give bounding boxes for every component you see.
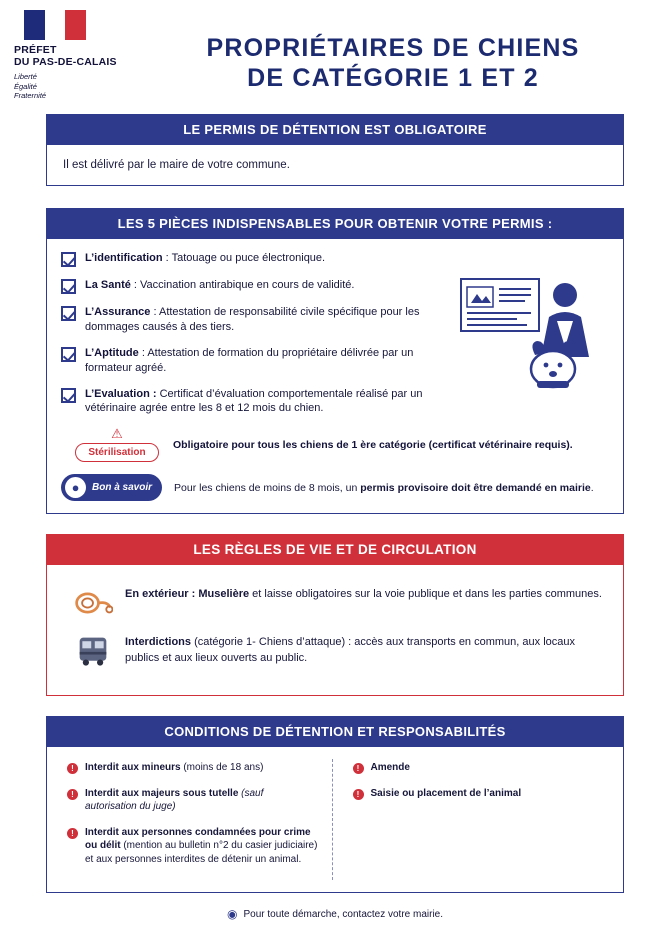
checkbox-icon (61, 388, 76, 403)
motto-fraternite: Fraternité (14, 90, 47, 100)
prefecture-logo (14, 10, 146, 100)
section-pieces-body (46, 239, 624, 514)
checklist-item (61, 251, 609, 267)
exclamation-icon: ! (67, 828, 78, 839)
page-title-line2: DE CATÉGORIE 1 ET 2 (247, 63, 539, 92)
condition-item (67, 826, 318, 867)
section-pieces-header: LES 5 PIÈCES INDISPENSABLES POUR OBTENIR VOTRE PERMIS : (46, 208, 624, 239)
condition-text (371, 787, 522, 801)
footer (0, 907, 670, 921)
section-regles-body (46, 565, 624, 696)
checkbox-icon (61, 252, 76, 267)
conditions-column-left (61, 759, 333, 880)
warning-icon: ⚠ (111, 426, 123, 442)
condition-bold: Amende (370, 762, 410, 774)
checklist-item-text (85, 346, 445, 376)
condition-item (67, 761, 318, 775)
checkbox-icon (61, 279, 76, 294)
location-pin-icon: ● (65, 477, 86, 498)
page-header (0, 0, 670, 100)
logo-title-line2: DU PAS-DE-CALAIS (14, 56, 117, 69)
checklist-item-label: L’Aptitude (85, 346, 139, 359)
checklist-item-label: L’identification (85, 252, 163, 265)
condition-text (85, 826, 318, 867)
checklist-item-detail: : Tatouage ou puce électronique. (162, 252, 326, 265)
exclamation-icon: ! (67, 789, 78, 800)
pieces-checklist (61, 251, 609, 501)
french-flag-icon (24, 10, 86, 40)
section-conditions-header: CONDITIONS DE DÉTENTION ET RESPONSABILITÉS (46, 716, 624, 747)
condition-text (85, 761, 263, 775)
section-pieces (46, 208, 624, 514)
condition-text (371, 761, 410, 775)
republic-motto (14, 72, 146, 100)
bon-a-savoir-label: Bon à savoir (92, 482, 153, 494)
section-regles (46, 534, 624, 696)
checkbox-icon (61, 306, 76, 321)
sterilisation-pill-label: Stérilisation (75, 443, 158, 462)
sterilisation-row (61, 427, 609, 462)
condition-item (353, 761, 604, 775)
condition-item (353, 787, 604, 801)
logo-title-line1: PRÉFET (14, 44, 57, 56)
checklist-item-detail: : Attestation de formation du propriétaire délivrée par un formateur agréé. (85, 346, 414, 374)
rule-label: En extérieur : (125, 588, 196, 601)
page-title-line1: PROPRIÉTAIRES DE CHIENS (206, 34, 580, 62)
condition-normal: (mention au bulletin n°2 du casier judiciaire) et aux personnes interdites de détenir un animal. (85, 840, 318, 865)
section-permis-text: Il est délivré par le maire de votre commune. (63, 159, 290, 172)
condition-normal: (moins de 18 ans) (180, 762, 264, 774)
exclamation-icon: ! (353, 789, 364, 800)
condition-bold: Interdit aux mineurs (85, 762, 181, 774)
sterilisation-badge (61, 427, 173, 462)
rule-detail: et laisse obligatoires sur la voie publique et dans les parties communes. (249, 588, 602, 601)
footer-text: Pour toute démarche, contactez votre mairie. (243, 908, 444, 920)
checklist-item-text (85, 305, 445, 335)
motto-egalite: Égalité (14, 81, 37, 91)
section-regles-header: LES RÈGLES DE VIE ET DE CIRCULATION (46, 534, 624, 565)
rule-label: Interdictions (125, 636, 192, 649)
muzzle-icon (61, 587, 125, 619)
section-permis (46, 114, 624, 186)
section-permis-header: LE PERMIS DE DÉTENTION EST OBLIGATOIRE (46, 114, 624, 145)
logo-title (14, 44, 146, 68)
checkbox-icon (61, 347, 76, 362)
section-conditions (46, 716, 624, 893)
checklist-item-detail: Certificat d’évaluation comportementale réalisé par un vétérinaire agrée entre les 8 et 12 mois du chien. (85, 387, 423, 415)
condition-bold: Interdit aux personnes condamnées pour crime ou délit (85, 826, 311, 852)
rule-detail: (catégorie 1- Chiens d’attaque) : accès aux transports en commun, aux locaux publics et aux lieux ouverts au public. (125, 636, 575, 664)
checklist-item-label: L’Assurance (85, 306, 151, 319)
exclamation-icon: ! (67, 763, 78, 774)
condition-item (67, 787, 318, 814)
section-conditions-body (46, 747, 624, 893)
page-title (146, 10, 656, 93)
veterinarian-illustration-icon (457, 273, 607, 393)
checklist-item-text (85, 387, 445, 417)
condition-text (85, 787, 318, 814)
rule-text (125, 635, 609, 666)
bon-a-savoir-row (61, 474, 609, 501)
checklist-item-text (85, 278, 354, 293)
bon-text-bold: permis provisoire doit être demandé en mairie (360, 481, 591, 494)
rule-bold: Muselière (198, 588, 250, 601)
bon-text-before: Pour les chiens de moins de 8 mois, un (174, 481, 361, 494)
checklist-item-label: L’Evaluation : (85, 387, 157, 400)
condition-bold: Saisie ou placement de l’animal (370, 787, 522, 799)
rule-row (61, 587, 609, 619)
checklist-item-detail: : Attestation de responsabilité civile spécifique pour les dommages causés à des tiers. (85, 306, 420, 334)
checklist-item-label: La Santé (85, 279, 131, 292)
bon-a-savoir-badge (61, 474, 162, 501)
section-permis-body (46, 145, 624, 186)
sterilisation-text: Obligatoire pour tous les chiens de 1 ère catégorie (certificat vétérinaire requis). (173, 438, 573, 451)
rule-row (61, 635, 609, 667)
bon-text-after: . (590, 481, 594, 494)
checklist-item-detail: : Vaccination antirabique en cours de validité. (130, 279, 355, 292)
conditions-column-right (333, 759, 610, 880)
conditions-grid (61, 759, 609, 880)
condition-italic: (sauf autorisation du juge) (85, 787, 264, 813)
checklist-item-text (85, 251, 325, 266)
info-icon: ◉ (226, 907, 238, 922)
bon-a-savoir-text (174, 482, 594, 494)
motto-liberte: Liberté (14, 72, 37, 82)
condition-bold: Interdit aux majeurs sous tutelle (85, 787, 239, 799)
bus-icon (61, 635, 125, 667)
exclamation-icon: ! (353, 763, 364, 774)
rule-text (125, 587, 602, 602)
